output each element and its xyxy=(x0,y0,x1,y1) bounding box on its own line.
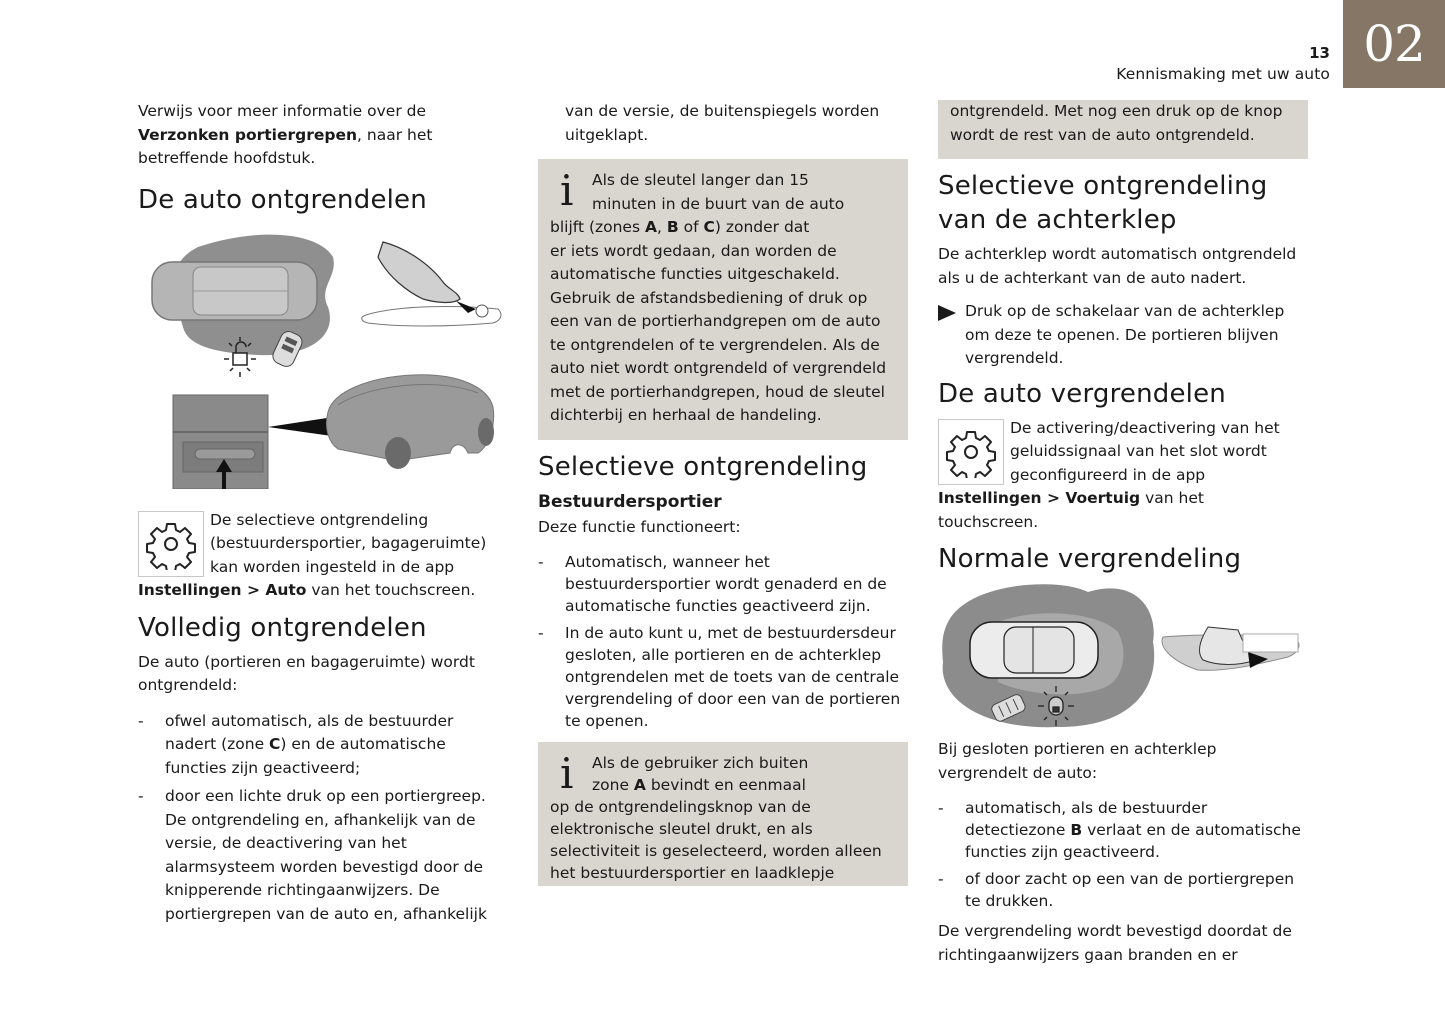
gear-icon xyxy=(145,518,197,570)
chapter-title: Kennismaking met uw auto xyxy=(1116,65,1330,83)
heading-selective: Selectieve ontgrendeling xyxy=(538,451,868,482)
list-item-text-post: verlaat en de automatische functies zijn geactiveerd. xyxy=(965,821,1301,861)
setting-selective-unlock xyxy=(138,509,508,603)
zone-c: C xyxy=(703,218,715,236)
intro-paragraph xyxy=(138,100,508,171)
note-text-span: blijft (zones xyxy=(550,218,645,236)
subheading-driver-door: Bestuurdersportier xyxy=(538,491,722,512)
list-item xyxy=(138,710,508,781)
list-item-text: automatisch, als de bestuurder detectiezone xyxy=(965,799,1208,839)
gear-icon xyxy=(945,426,997,478)
setting-text-post: van het touchscreen. xyxy=(938,489,1204,531)
note-line: Als de gebruiker zich buiten xyxy=(592,754,809,772)
note-text: ontgrendeld. Met nog een druk op de knop wordt de rest van de auto ontgrendeld. xyxy=(950,102,1283,144)
list-item-text-post: ) en de automatische functies zijn geactiveerd; xyxy=(165,735,446,777)
list-item-text: of door zacht op een van de portiergrepen te drukken. xyxy=(965,870,1295,910)
car-unlock-illustration xyxy=(138,227,508,489)
info-note-continued xyxy=(938,100,1308,159)
note-line: minuten in de buurt van de auto xyxy=(592,194,845,213)
normal-lock-intro: Bij gesloten portieren en achterklep vergrendelt de auto: xyxy=(938,740,1217,782)
separator: , xyxy=(656,218,667,236)
note-text-span: bevindt en eenmaal xyxy=(645,776,806,794)
setting-text: De activering/deactivering van het geluidssignaal van het slot wordt geconfigureerd in de app xyxy=(1010,418,1280,484)
zone-a: A xyxy=(633,776,646,794)
intro-link-term: Verzonken portiergrepen xyxy=(138,125,358,144)
heading-tailgate: Selectieve ontgrendeling van de achterklep xyxy=(938,171,1268,235)
note-line-zones xyxy=(550,216,896,240)
info-icon: i xyxy=(560,166,574,215)
setting-lock-sound xyxy=(938,417,1308,535)
info-note-key-timeout xyxy=(538,159,908,440)
settings-gear-box xyxy=(138,511,204,577)
settings-path: Instellingen > Voertuig xyxy=(938,489,1141,507)
lock-illustration xyxy=(938,582,1308,732)
list-item-text: door een lichte druk op een portiergreep. De ontgrendeling en, afhankelijk van de versie, de deactivering van het alarmsysteem worden bevestigd door de knipperende richtingaanwijzers. De portiergrepen van de auto en, afhankelijk xyxy=(165,787,487,923)
closing-text: De vergrendeling wordt bevestigd doordat de richtingaanwijzers gaan branden en er xyxy=(938,922,1292,964)
chapter-tab: 02 xyxy=(1343,0,1445,88)
heading-lock: De auto vergrendelen xyxy=(938,378,1226,409)
heading-unlock: De auto ontgrendelen xyxy=(138,184,427,215)
column-3 xyxy=(938,100,1308,967)
selective-list xyxy=(538,551,908,732)
note-text-span: ) zonder dat xyxy=(714,218,810,236)
continued-text: van de versie, de buitenspiegels worden uitgeklapt. xyxy=(565,102,880,144)
settings-path: Instellingen > Auto xyxy=(138,581,307,599)
list-item xyxy=(138,785,508,926)
separator: of xyxy=(678,218,704,236)
list-item: - Automatisch, wanneer het bestuurdersportier wordt genaderd en de automatische functies geactiveerd zijn. xyxy=(538,551,908,617)
column-2 xyxy=(538,100,908,886)
normal-lock-list xyxy=(938,797,1308,912)
zone-b: B xyxy=(666,218,679,236)
heading-full-unlock: Volledig ontgrendelen xyxy=(138,612,427,643)
page-header xyxy=(1116,44,1330,86)
note-line: Als de sleutel langer dan 15 xyxy=(592,171,809,189)
full-unlock-intro: De auto (portieren en bagageruimte) wordt ontgrendeld: xyxy=(138,652,475,694)
note-line xyxy=(550,774,896,796)
selective-intro: Deze functie functioneert: xyxy=(538,517,741,536)
note-text xyxy=(550,166,896,428)
info-icon: i xyxy=(560,749,574,798)
list-item: - In de auto kunt u, met de bestuurdersdeur gesloten, alle portieren en de achterklep ontgrendelen met de toets van de centrale vergrendeling of door een van de portieren te openen. xyxy=(538,622,908,732)
heading-normal-lock: Normale vergrendeling xyxy=(938,544,1242,574)
list-item xyxy=(938,797,1308,863)
setting-text: De selectieve ontgrendeling (bestuurdersportier, bagageruimte) kan worden ingesteld in de app xyxy=(210,510,487,576)
full-unlock-list xyxy=(138,710,508,927)
intro-text-post: , naar het betreffende hoofdstuk. xyxy=(138,125,433,167)
tailgate-action-step xyxy=(938,300,1308,371)
zone-label: B xyxy=(1070,821,1083,839)
note-text-span: zone xyxy=(592,776,634,794)
column-1 xyxy=(138,100,508,931)
tailgate-text: De achterklep wordt automatisch ontgrendeld als u de achterkant van de auto nadert. xyxy=(938,245,1297,287)
play-arrow-icon xyxy=(938,305,956,321)
zone-label: C xyxy=(269,735,281,753)
settings-gear-box xyxy=(938,419,1004,485)
list-item xyxy=(938,868,1308,912)
unlock-illustration xyxy=(138,227,508,489)
car-lock-illustration xyxy=(938,582,1308,732)
note-rest: op de ontgrendelingsknop van de elektronische sleutel drukt, en als selectiviteit is geselecteerd, worden alleen het bestuurdersportier en laadklepje xyxy=(550,798,882,882)
intro-text: Verwijs voor meer informatie over de xyxy=(138,102,426,120)
note-text xyxy=(550,749,896,884)
list-item-text: ofwel automatisch, als de bestuurder nadert (zone xyxy=(165,711,454,753)
action-text: Druk op de schakelaar van de achterklep om deze te openen. De portieren blijven vergrendeld. xyxy=(965,302,1285,367)
info-note-selective-key xyxy=(538,742,908,886)
note-rest: er iets wordt gedaan, dan worden de automatische functies uitgeschakeld. Gebruik de afstandsbediening of druk op een van de portierhandgrepen om de auto te ontgrendelen of te vergrendelen. Als de auto niet wordt ontgrendeld of vergrendeld met de portierhandgrepen, houd de sleutel dichterbij en herhaal de handeling. xyxy=(550,241,887,424)
zone-a: A xyxy=(644,218,657,236)
page-number: 13 xyxy=(1309,44,1330,62)
setting-text-post: van het touchscreen. xyxy=(306,581,476,599)
